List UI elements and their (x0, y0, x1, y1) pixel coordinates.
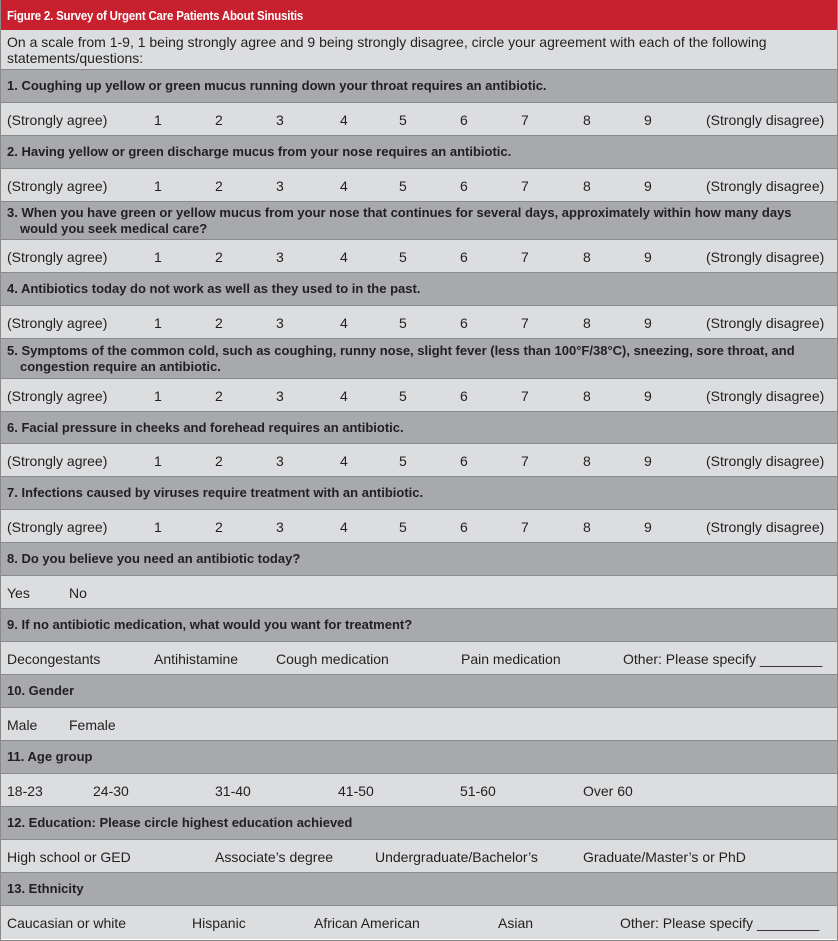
scale-option-2[interactable]: 2 (215, 453, 223, 469)
scale-label-strongly-agree: (Strongly agree) (7, 315, 108, 331)
scale-option-6[interactable]: 6 (460, 519, 468, 535)
scale-option-5[interactable]: 5 (399, 453, 407, 469)
option-age-31-40[interactable]: 31-40 (215, 783, 251, 799)
scale-option-9[interactable]: 9 (644, 453, 652, 469)
option-high-school[interactable]: High school or GED (7, 849, 131, 865)
question-1: 1. Coughing up yellow or green mucus running down your throat requires an antibiotic. (1, 70, 837, 103)
answer-row-10 (1, 708, 837, 741)
scale-label-strongly-agree: (Strongly agree) (7, 388, 108, 404)
scale-option-4[interactable]: 4 (340, 315, 348, 331)
answer-row-13 (1, 906, 837, 939)
scale-option-9[interactable]: 9 (644, 519, 652, 535)
option-other-treatment[interactable]: Other: Please specify ________ (623, 651, 823, 667)
scale-option-8[interactable]: 8 (583, 178, 591, 194)
question-7: 7. Infections caused by viruses require treatment with an antibiotic. (1, 477, 837, 510)
scale-option-3[interactable]: 3 (276, 178, 284, 194)
scale-row-2 (1, 169, 837, 202)
question-8: 8. Do you believe you need an antibiotic today? (1, 543, 837, 576)
scale-label-strongly-disagree: (Strongly disagree) (706, 519, 825, 535)
option-female[interactable]: Female (69, 717, 116, 733)
scale-row-5 (1, 379, 837, 412)
option-no[interactable]: No (69, 585, 87, 601)
option-decongestants[interactable]: Decongestants (7, 651, 101, 667)
scale-option-6[interactable]: 6 (460, 112, 468, 128)
option-age-18-23[interactable]: 18-23 (7, 783, 43, 799)
option-male[interactable]: Male (7, 717, 38, 733)
scale-option-4[interactable]: 4 (340, 249, 348, 265)
answer-row-9 (1, 642, 837, 675)
scale-option-3[interactable]: 3 (276, 519, 284, 535)
question-2: 2. Having yellow or green discharge mucus from your nose requires an antibiotic. (1, 136, 837, 169)
option-yes[interactable]: Yes (7, 585, 30, 601)
scale-option-8[interactable]: 8 (583, 388, 591, 404)
scale-option-5[interactable]: 5 (399, 519, 407, 535)
scale-option-8[interactable]: 8 (583, 453, 591, 469)
scale-option-2[interactable]: 2 (215, 388, 223, 404)
scale-option-2[interactable]: 2 (215, 519, 223, 535)
scale-option-7[interactable]: 7 (521, 249, 529, 265)
question-4: 4. Antibiotics today do not work as well as they used to in the past. (1, 273, 837, 306)
scale-option-4[interactable]: 4 (340, 112, 348, 128)
scale-label-strongly-agree: (Strongly agree) (7, 178, 108, 194)
scale-label-strongly-agree: (Strongly agree) (7, 112, 108, 128)
scale-option-8[interactable]: 8 (583, 249, 591, 265)
scale-option-3[interactable]: 3 (276, 315, 284, 331)
scale-option-9[interactable]: 9 (644, 388, 652, 404)
scale-option-6[interactable]: 6 (460, 178, 468, 194)
scale-option-7[interactable]: 7 (521, 453, 529, 469)
option-caucasian[interactable]: Caucasian or white (7, 915, 127, 931)
scale-option-5[interactable]: 5 (399, 112, 407, 128)
scale-option-4[interactable]: 4 (340, 519, 348, 535)
scale-option-4[interactable]: 4 (340, 453, 348, 469)
option-masters-phd[interactable]: Graduate/Master’s or PhD (583, 849, 746, 865)
question-3: 3. When you have green or yellow mucus from your nose that continues for several days, approximately within how many days would you seek medical care? (1, 202, 837, 240)
scale-option-3[interactable]: 3 (276, 249, 284, 265)
scale-label-strongly-disagree: (Strongly disagree) (706, 388, 825, 404)
scale-row-6 (1, 444, 837, 477)
figure-title: Figure 2. Survey of Urgent Care Patients About Sinusitis (7, 7, 304, 23)
scale-label-strongly-agree: (Strongly agree) (7, 249, 108, 265)
scale-option-6[interactable]: 6 (460, 388, 468, 404)
scale-option-2[interactable]: 2 (215, 249, 223, 265)
option-age-24-30[interactable]: 24-30 (93, 783, 129, 799)
scale-row-3 (1, 240, 837, 273)
option-asian[interactable]: Asian (498, 915, 534, 931)
scale-label-strongly-disagree: (Strongly disagree) (706, 249, 825, 265)
option-associates[interactable]: Associate’s degree (215, 849, 334, 865)
scale-option-6[interactable]: 6 (460, 249, 468, 265)
scale-option-7[interactable]: 7 (521, 315, 529, 331)
scale-option-1[interactable]: 1 (154, 519, 162, 535)
scale-option-1[interactable]: 1 (154, 112, 162, 128)
option-age-41-50[interactable]: 41-50 (338, 783, 374, 799)
scale-option-5[interactable]: 5 (399, 249, 407, 265)
scale-option-3[interactable]: 3 (276, 112, 284, 128)
scale-option-4[interactable]: 4 (340, 388, 348, 404)
scale-option-5[interactable]: 5 (399, 388, 407, 404)
scale-option-3[interactable]: 3 (276, 388, 284, 404)
scale-label-strongly-agree: (Strongly agree) (7, 519, 108, 535)
answer-row-8 (1, 576, 837, 609)
question-5: 5. Symptoms of the common cold, such as coughing, runny nose, slight fever (less than 100°F/38°C), sneezing, sore throat, and congestion require an antibiotic. (1, 339, 837, 379)
question-9: 9. If no antibiotic medication, what would you want for treatment? (1, 609, 837, 642)
option-age-over-60[interactable]: Over 60 (583, 783, 633, 799)
scale-option-1[interactable]: 1 (154, 388, 162, 404)
scale-row-4 (1, 306, 837, 339)
scale-option-1[interactable]: 1 (154, 249, 162, 265)
scale-label-strongly-disagree: (Strongly disagree) (706, 112, 825, 128)
scale-option-7[interactable]: 7 (521, 178, 529, 194)
option-cough-medication[interactable]: Cough medication (276, 651, 389, 667)
option-antihistamine[interactable]: Antihistamine (154, 651, 239, 667)
scale-label-strongly-agree: (Strongly agree) (7, 453, 108, 469)
scale-option-9[interactable]: 9 (644, 112, 652, 128)
survey-instructions: On a scale from 1-9, 1 being strongly agree and 9 being strongly disagree, circle your agreement with each of the following statements/questions: (1, 30, 837, 70)
scale-row-1 (1, 103, 837, 136)
scale-option-3[interactable]: 3 (276, 453, 284, 469)
scale-option-6[interactable]: 6 (460, 453, 468, 469)
scale-option-2[interactable]: 2 (215, 315, 223, 331)
scale-option-7[interactable]: 7 (521, 388, 529, 404)
answer-row-11 (1, 774, 837, 807)
scale-option-2[interactable]: 2 (215, 112, 223, 128)
question-11: 11. Age group (1, 741, 837, 774)
option-bachelors[interactable]: Undergraduate/Bachelor’s (375, 849, 538, 865)
scale-row-7 (1, 510, 837, 543)
scale-option-5[interactable]: 5 (399, 178, 407, 194)
scale-label-strongly-disagree: (Strongly disagree) (706, 178, 825, 194)
scale-option-1[interactable]: 1 (154, 315, 162, 331)
scale-label-strongly-disagree: (Strongly disagree) (706, 453, 825, 469)
scale-option-2[interactable]: 2 (215, 178, 223, 194)
scale-option-9[interactable]: 9 (644, 178, 652, 194)
scale-option-8[interactable]: 8 (583, 519, 591, 535)
scale-option-4[interactable]: 4 (340, 178, 348, 194)
scale-option-1[interactable]: 1 (154, 453, 162, 469)
question-13: 13. Ethnicity (1, 873, 837, 906)
option-hispanic[interactable]: Hispanic (192, 915, 246, 931)
scale-option-7[interactable]: 7 (521, 519, 529, 535)
option-age-51-60[interactable]: 51-60 (460, 783, 496, 799)
scale-option-1[interactable]: 1 (154, 178, 162, 194)
option-pain-medication[interactable]: Pain medication (461, 651, 561, 667)
scale-option-9[interactable]: 9 (644, 249, 652, 265)
scale-option-5[interactable]: 5 (399, 315, 407, 331)
scale-option-8[interactable]: 8 (583, 112, 591, 128)
question-12: 12. Education: Please circle highest education achieved (1, 807, 837, 840)
question-6: 6. Facial pressure in cheeks and forehead requires an antibiotic. (1, 412, 837, 444)
scale-option-9[interactable]: 9 (644, 315, 652, 331)
answer-row-12 (1, 840, 837, 873)
question-10: 10. Gender (1, 675, 837, 708)
scale-option-6[interactable]: 6 (460, 315, 468, 331)
scale-label-strongly-disagree: (Strongly disagree) (706, 315, 825, 331)
scale-option-7[interactable]: 7 (521, 112, 529, 128)
option-other-ethnicity[interactable]: Other: Please specify ________ (620, 915, 820, 931)
scale-option-8[interactable]: 8 (583, 315, 591, 331)
figure-title-bar (1, 0, 837, 30)
option-african-american[interactable]: African American (314, 915, 420, 931)
